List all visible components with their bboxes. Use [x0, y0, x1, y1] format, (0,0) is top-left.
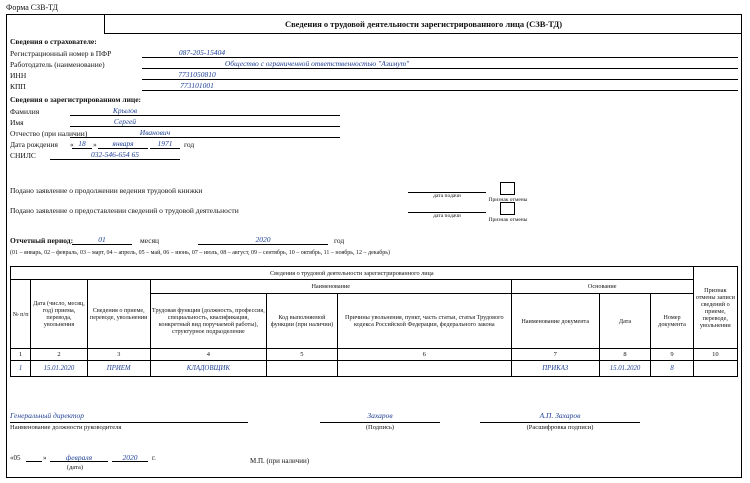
- firstname-value: Сергей: [113, 117, 137, 126]
- footer-date-caption: (дата): [66, 464, 84, 471]
- footer-year-suffix: г.: [152, 454, 156, 462]
- birth-year-rule: [150, 148, 180, 149]
- reg-number-value: 087-205-15404: [178, 48, 226, 57]
- statement-edoc-cancel-caption: Признак отмены: [488, 217, 528, 223]
- table-row[interactable]: [11, 361, 738, 377]
- period-year-value: 2020: [255, 235, 271, 244]
- lastname-value: Крылов: [112, 106, 138, 115]
- snils-value: 032-546-654 65: [90, 150, 140, 159]
- colnum-5: 5: [267, 349, 338, 361]
- snils-rule: [50, 159, 180, 160]
- director-name-rule: [480, 422, 640, 423]
- birth-day-value: 18: [78, 139, 86, 148]
- birth-quote-open: «: [70, 140, 74, 149]
- stamp-note: М.П. (при наличии): [250, 457, 310, 465]
- form-code: Форма СЗВ-ТД: [6, 3, 58, 12]
- table-group-header-row: [11, 267, 738, 280]
- cell-doc-name: ПРИКАЗ: [511, 361, 599, 377]
- colnum-1: 1: [11, 349, 31, 361]
- cell-doc-number: 8: [651, 361, 693, 377]
- col-name-group-header: Наименование: [150, 280, 511, 294]
- period-year-word: год: [334, 236, 345, 245]
- director-position-caption: Наименование должности руководителя: [10, 424, 122, 431]
- period-label: Отчетный период:: [10, 236, 74, 245]
- footer-day-close: »: [43, 454, 47, 462]
- colnum-7: 7: [511, 349, 599, 361]
- reg-number-label: Регистрационный номер в ПФР: [10, 49, 112, 58]
- period-month-rule: [72, 244, 132, 245]
- period-hint: (01 – январь, 02 – февраль, 03 – март, 04 – апрель, 05 – май, 06 – июнь, 07 – июль, 08 – август, 09 – сентябрь, 10 – октябрь, 11 – ноябрь, 12 – декабрь): [10, 250, 391, 256]
- birth-year-suffix: год: [184, 140, 195, 149]
- footer-month-value: февраля: [65, 453, 93, 462]
- col-doc-number-header: Номер документа: [651, 294, 693, 349]
- firstname-label: Имя: [10, 118, 24, 127]
- period-month-word: месяц: [140, 236, 160, 245]
- col-labor-function-header: Трудовая функция (должность, профессия, специальность, квалификация, конкретный вид поручаемой работы), структурное подразделение: [150, 294, 266, 349]
- cell-np: 1: [11, 361, 31, 377]
- footer-year-value: 2020: [122, 453, 138, 462]
- table-group-title: Сведения о трудовой деятельности зарегистрированного лица: [11, 267, 694, 280]
- cell-date: 15.01.2020: [31, 361, 87, 377]
- period-year-rule: [198, 244, 328, 245]
- director-signature-caption: (Подпись): [365, 424, 395, 431]
- document-title: Сведения о трудовой деятельности зарегистрированного лица (СЗВ-ТД): [104, 14, 742, 34]
- footer-year-rule: [112, 461, 148, 462]
- reg-number-rule: [142, 57, 738, 58]
- document-outer-border: [6, 14, 742, 478]
- kpp-value: 773101001: [180, 81, 214, 90]
- cell-event: ПРИЕМ: [87, 361, 150, 377]
- employer-value: Общество с ограниченной ответственностью "Азимут": [224, 59, 410, 68]
- colnum-3: 3: [87, 349, 150, 361]
- director-name-caption: (Расшифровка подписи): [526, 424, 594, 431]
- kpp-rule: [142, 90, 738, 91]
- birth-year-value: 1971: [157, 139, 173, 148]
- col-reason-header: Причины увольнения, пункт, часть статьи, статья Трудового кодекса Российской Федерации, федерального закона: [337, 294, 511, 349]
- statement-edoc-label: Подано заявление о предоставлении сведений о трудовой деятельности: [10, 206, 239, 215]
- birth-month-value: января: [112, 139, 134, 148]
- footer-day-open: «05: [10, 454, 21, 462]
- colnum-8: 8: [599, 349, 651, 361]
- colnum-2: 2: [31, 349, 87, 361]
- cell-labor-function: КЛАДОВЩИК: [150, 361, 266, 377]
- firstname-rule: [70, 126, 340, 127]
- colnum-9: 9: [651, 349, 693, 361]
- colnum-4: 4: [150, 349, 266, 361]
- employer-label: Работодатель (наименование): [10, 60, 105, 69]
- inn-label: ИНН: [10, 71, 27, 80]
- col-event-header: Сведения о приеме, переводе, увольнении: [87, 280, 150, 349]
- section-insurer-heading: Сведения о страхователе:: [10, 37, 97, 46]
- labor-activity-table: [10, 266, 738, 377]
- lastname-rule: [70, 115, 340, 116]
- employer-rule: [142, 68, 738, 69]
- director-signature-rule: [320, 422, 440, 423]
- table-column-numbers-row: [11, 349, 738, 361]
- col-cancel-header: Признак отмены записи сведений о приеме, переводе, увольнении: [693, 267, 737, 349]
- birth-day-rule: [72, 148, 92, 149]
- cell-cancel: [693, 361, 737, 377]
- col-doc-date-header: Дата: [599, 294, 651, 349]
- period-month-value: 01: [98, 235, 106, 244]
- cell-reason: [337, 361, 511, 377]
- lastname-label: Фамилия: [10, 107, 40, 116]
- statement-book-cancel-caption: Признак отмены: [488, 197, 528, 203]
- section-person-heading: Сведения о зарегистрированном лице:: [10, 95, 142, 104]
- middlename-rule: [70, 137, 340, 138]
- middlename-label: Отчество (при наличии): [10, 129, 88, 138]
- statement-book-cancel-checkbox[interactable]: [500, 182, 515, 195]
- inn-rule: [142, 79, 738, 80]
- cell-code: [267, 361, 338, 377]
- director-signature-value: Захаров: [367, 411, 393, 420]
- birthdate-label: Дата рождения: [10, 140, 58, 149]
- colnum-6: 6: [337, 349, 511, 361]
- col-doc-name-header: Наименование документа: [511, 294, 599, 349]
- header-left-cell: [6, 14, 104, 34]
- statement-edoc-cancel-checkbox[interactable]: [500, 202, 515, 215]
- col-np-header: № п/п: [11, 280, 31, 349]
- col-date-header: Дата (число, месяц, год) приема, перевода, увольнения: [31, 280, 87, 349]
- col-basis-group-header: Основание: [511, 280, 693, 294]
- statement-book-label: Подано заявление о продолжении ведения трудовой книжки: [10, 186, 203, 195]
- snils-label: СНИЛС: [10, 151, 36, 160]
- statement-book-date-caption: дата подачи: [433, 193, 461, 199]
- table-header-row-1: [11, 280, 738, 294]
- birth-month-rule: [98, 148, 148, 149]
- colnum-10: 10: [693, 349, 737, 361]
- col-code-header: Код выполняемой функции (при наличии): [267, 294, 338, 349]
- middlename-value: Иванович: [139, 128, 171, 137]
- statement-edoc-date-caption: дата подачи: [433, 213, 461, 219]
- footer-day-rule: [26, 461, 42, 462]
- director-position-rule: [10, 422, 248, 423]
- footer-month-rule: [50, 461, 108, 462]
- director-name-value: А.П. Захаров: [539, 411, 581, 420]
- inn-value: 7731050810: [178, 70, 216, 79]
- director-position-value: Генеральный директор: [10, 411, 84, 420]
- birth-quote-close: »: [93, 140, 97, 149]
- cell-doc-date: 15.01.2020: [599, 361, 651, 377]
- kpp-label: КПП: [10, 82, 26, 91]
